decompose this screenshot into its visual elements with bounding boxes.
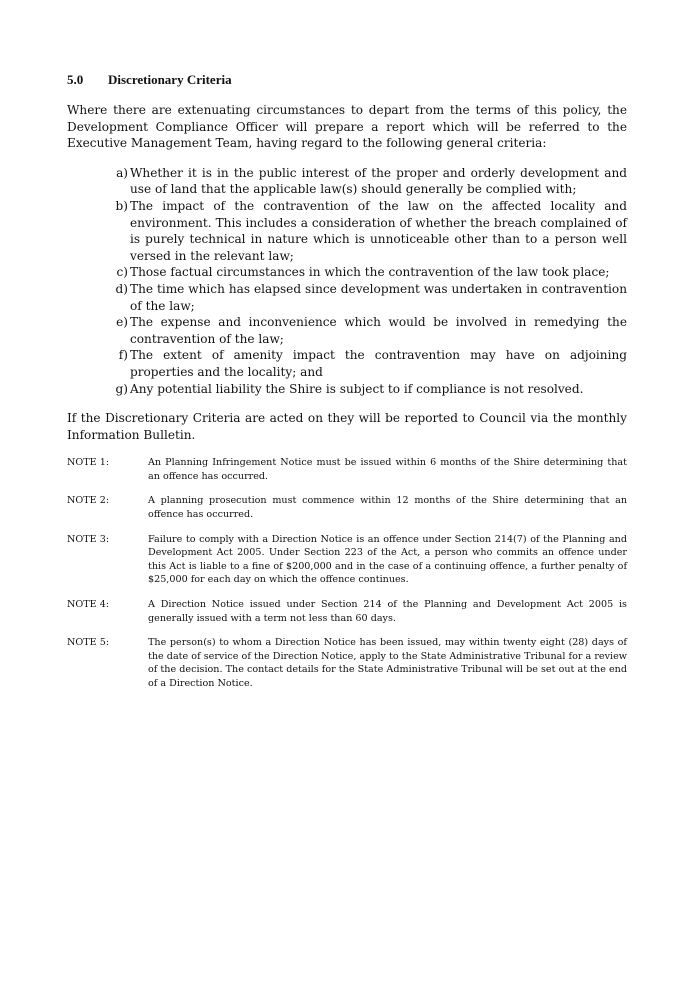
criteria-marker: b) (115, 198, 128, 213)
criteria-text: Those factual circumstances in which the contravention of the law took place; (130, 265, 610, 280)
criteria-item (108, 314, 627, 347)
criteria-text: The expense and inconvenience which would be involved in remedying the contravention of the law; (130, 315, 627, 346)
section-title: Discretionary Criteria (108, 72, 232, 87)
closing-paragraph: If the Discretionary Criteria are acted on they will be reported to Council via the monthly Information Bulletin. (67, 411, 627, 442)
criteria-item (108, 347, 627, 380)
criteria-text: The impact of the contravention of the law on the affected locality and environment. This includes a consideration of whether the breach complained of is purely technical in nature which is unnoticeable other than to a person well versed in the relevant law; (130, 198, 627, 263)
criteria-text: The extent of amenity impact the contravention may have on adjoining properties and the locality; and (130, 348, 627, 379)
criteria-marker: g) (115, 381, 128, 396)
note-text: An Planning Infringement Notice must be issued within 6 months of the Shire determining that an offence has occurred. (148, 457, 627, 482)
note-label: NOTE 2: (67, 495, 110, 507)
note-item (67, 456, 627, 483)
note-text: Failure to comply with a Direction Notice is an offence under Section 214(7) of the Planning and Development Act 2005. Under Section 223 of the Act, a person who commits an offence under this Act is liable to a fine of $200,000 and in the case of a continuing offence, a further penalty of $25,000 for each day on which the offence continues. (148, 533, 627, 586)
section-number: 5.0 (67, 72, 84, 87)
criteria-item (108, 198, 627, 264)
criteria-item (108, 165, 627, 198)
note-text: A planning prosecution must commence within 12 months of the Shire determining that an offence has occurred. (148, 495, 627, 521)
criteria-marker: c) (116, 265, 128, 280)
note-label: NOTE 5: (67, 637, 110, 649)
intro-paragraph: Where there are extenuating circumstances to depart from the terms of this policy, the Development Compliance Officer will prepare a report which will be referred to the Executive Management Team, having regard to the following general criteria: (67, 103, 627, 151)
note-label: NOTE 4: (67, 599, 110, 611)
criteria-text: Any potential liability the Shire is subject to if compliance is not resolved. (130, 381, 584, 396)
note-item (67, 494, 627, 521)
criteria-item (108, 281, 627, 314)
criteria-marker: d) (115, 281, 128, 296)
note-text: The person(s) to whom a Direction Notice has been issued, may within twenty eight (28) days of the date of service of the Direction Notice, apply to the State Administrative Tribunal for a review of the decision. The contact details for the State Administrative Tribunal will be set out at the end of a Direction Notice. (148, 637, 627, 689)
note-item (67, 533, 627, 587)
criteria-item (108, 381, 627, 398)
document-page (67, 72, 627, 702)
note-label: NOTE 1: (67, 457, 110, 469)
notes-list (67, 456, 627, 690)
section-heading (67, 72, 627, 88)
note-item (67, 598, 627, 625)
criteria-item (108, 264, 627, 281)
criteria-marker: e) (116, 315, 128, 330)
criteria-list (108, 165, 627, 397)
criteria-text: Whether it is in the public interest of the proper and orderly development and use of land that the applicable law(s) should generally be complied with; (130, 165, 627, 197)
criteria-marker: f) (118, 348, 128, 363)
note-item (67, 636, 627, 690)
note-label: NOTE 3: (67, 533, 110, 545)
criteria-text: The time which has elapsed since development was undertaken in contravention of the law; (130, 281, 627, 313)
criteria-marker: a) (116, 165, 128, 180)
note-text: A Direction Notice issued under Section 214 of the Planning and Development Act 2005 is generally issued with a term not less than 60 days. (148, 599, 627, 624)
